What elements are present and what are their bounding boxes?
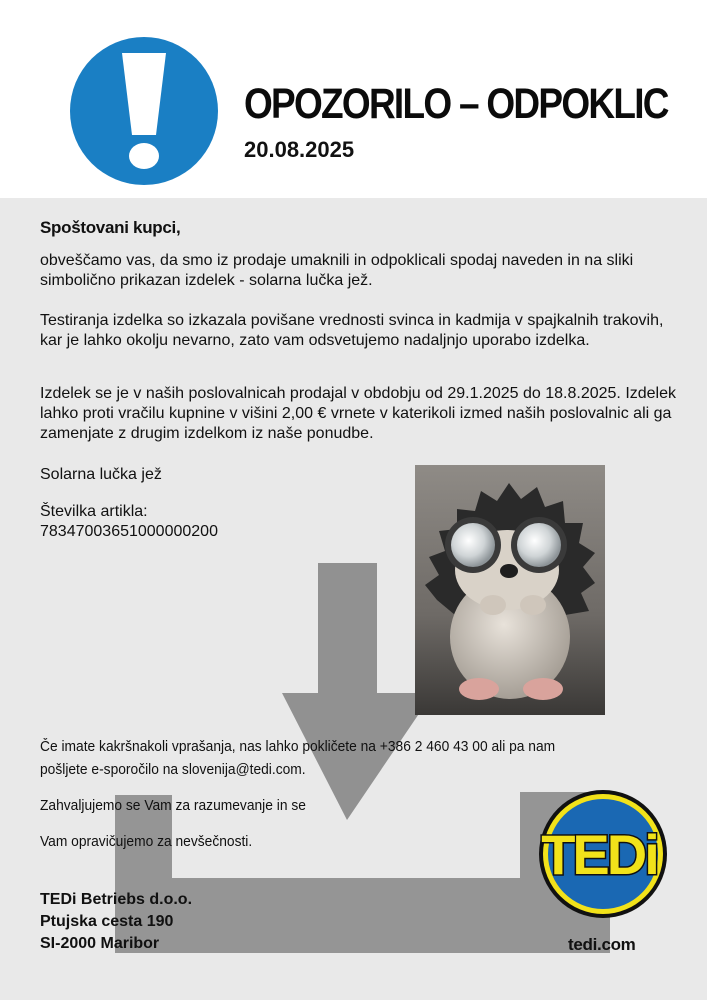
contact-info: Če imate kakršnakoli vprašanja, nas lahko pokličete na +386 2 460 43 00 ali pa nam pošljete e-sporočilo na slovenija@tedi.com.	[40, 738, 556, 778]
company-street: Ptujska cesta 190	[40, 913, 174, 930]
tedi-logo-text: TEDi	[541, 823, 657, 886]
company-name: TEDi Betriebs d.o.o.	[40, 891, 193, 908]
hedgehog-solar-lamp-photo	[415, 465, 605, 715]
website-link[interactable]: tedi.com	[568, 935, 636, 954]
greeting: Spoštovani kupci,	[40, 218, 181, 237]
test-results-paragraph: Testiranja izdelka so izkazala povišane vrednosti svinca in kadmija v spajkalnih trakovih, kar je lahko okolju nevarno, zato vam odsvetujemo nadaljnjo uporabo izdelka.	[40, 312, 664, 349]
sale-period-paragraph: Izdelek se je v naših poslovalnicah prodajal v obdobju od 29.1.2025 do 18.8.2025. Izdelek lahko proti vračilu kupnine v višini 2,00 € vrnete v katerikoli izmed naših poslovalnic ali ga zamenjate z drugim izdelkom iz naše ponudbe.	[40, 385, 677, 442]
article-number-label: Številka artikla:	[40, 503, 148, 520]
apology-line: Vam opravičujemo za nevšečnosti.	[40, 833, 253, 850]
thanks-line: Zahvaljujemo se Vam za razumevanje in se	[40, 797, 306, 814]
recall-date: 20.08.2025	[244, 137, 355, 162]
product-name: Solarna lučka jež	[40, 466, 162, 483]
company-address	[40, 889, 192, 955]
article-number: 78347003651000000200	[40, 523, 218, 540]
intro-paragraph: obveščamo vas, da smo iz prodaje umaknili in odpoklicali spodaj naveden in na sliki simbolično prikazan izdelek - solarna lučka jež.	[40, 252, 634, 289]
company-city: SI-2000 Maribor	[40, 935, 160, 952]
tedi-logo	[525, 790, 675, 920]
page-title: OPOZORILO – ODPOKLIC	[244, 80, 668, 128]
